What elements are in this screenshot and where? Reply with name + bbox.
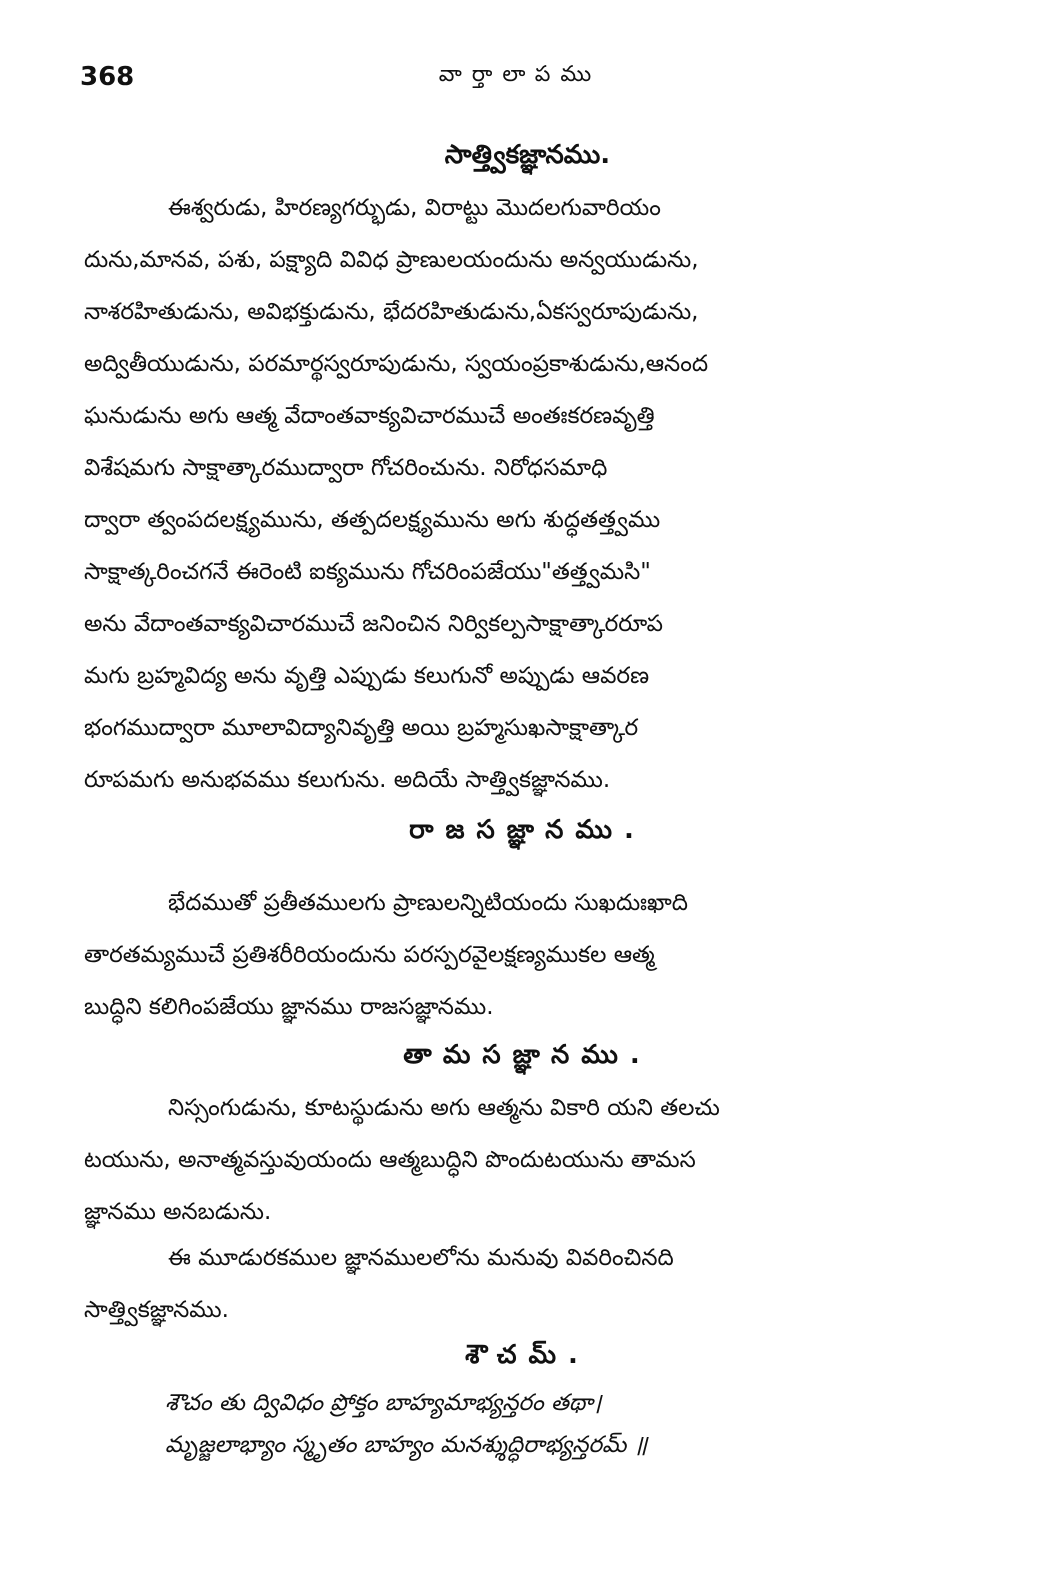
page-number: 368 <box>80 62 135 92</box>
paragraph-line: బుద్ధిని కలిగింపజేయు జ్ఞానము రాజసజ్ఞానము. <box>84 994 494 1020</box>
paragraph-line: ఈశ్వరుడు, హిరణ్యగర్భుడు, విరాట్టు మొదలగువారియం <box>168 195 661 221</box>
section-heading-tamasa: తామసజ్ఞానము. <box>403 1040 652 1070</box>
page-header <box>80 62 960 102</box>
verse-line: శౌచం తు ద్వివిధం ప్రోక్తం బాహ్యమాభ్యన్తరం తథా। <box>165 1390 602 1416</box>
paragraph-line: సాత్త్వికజ్ఞానము. <box>84 1297 229 1323</box>
section-heading-shaucham: శౌచమ్. <box>465 1340 590 1370</box>
running-title: వార్తాలాపము <box>438 62 602 87</box>
paragraph-line: రూపమగు అనుభవము కలుగును. అదియే సాత్త్వికజ్ఞానము. <box>84 767 611 793</box>
paragraph-line: భంగముద్వారా మూలావిద్యానివృత్తి అయి బ్రహ్మసుఖసాక్షాత్కార <box>84 715 639 741</box>
section-heading-rajasa: రాజసజ్ఞానము. <box>409 815 646 845</box>
section-heading-sattvika: సాత్త్వికజ్ఞానము. <box>444 140 611 170</box>
paragraph-line: విశేషమగు సాక్షాత్కారముద్వారా గోచరించును. నిరోధసమాధి <box>84 455 608 481</box>
paragraph-line: సాక్షాత్కరించగనే ఈరెంటి ఐక్యమును గోచరింపజేయు"తత్త్వమసి" <box>84 559 651 585</box>
paragraph-line: భేదముతో ప్రతీతములగు ప్రాణులన్నిటియందు సుఖదుఃఖాది <box>168 890 688 916</box>
paragraph-line: దును,మానవ, పశు, పక్ష్యాది వివిధ ప్రాణులయందును అన్వయుడును, <box>84 247 699 273</box>
paragraph-line: మగు బ్రహ్మవిద్య అను వృత్తి ఎప్పుడు కలుగునో అప్పుడు ఆవరణ <box>84 663 650 689</box>
paragraph-line: ద్వారా త్వంపదలక్ష్యమును, తత్పదలక్ష్యమును అగు శుద్ధతత్త్వము <box>84 507 661 533</box>
paragraph-line: జ్ఞానము అనబడును. <box>84 1199 272 1225</box>
paragraph-line: అను వేదాంతవాక్యవిచారముచే జనించిన నిర్వికల్పసాక్షాత్కారరూప <box>84 611 663 637</box>
paragraph-line: టయును, అనాత్మవస్తువుయందు ఆత్మబుద్ధిని పొందుటయును తామస <box>84 1147 696 1173</box>
paragraph-line: అద్వితీయుడును, పరమార్థస్వరూపుడును, స్వయంప్రకాశుడును,ఆనంద <box>84 351 709 377</box>
paragraph-line: ఘనుడును అగు ఆత్మ వేదాంతవాక్యవిచారముచే అంతఃకరణవృత్తి <box>84 403 655 429</box>
paragraph-line: ఈ మూడురకముల జ్ఞానములలోను మనువు వివరించినది <box>168 1245 674 1271</box>
verse-line: మృజ్జలాభ్యాం స్మృతం బాహ్యం మనశ్శుద్ధిరాభ్యన్తరమ్ ॥ <box>165 1432 648 1458</box>
paragraph-line: నాశరహితుడును, అవిభక్తుడును, భేదరహితుడును,ఏకస్వరూపుడును, <box>84 299 699 325</box>
paragraph-line: నిస్సంగుడును, కూటస్థుడును అగు ఆత్మను వికారి యని తలచు <box>168 1095 720 1121</box>
paragraph-line: తారతమ్యముచే ప్రతిశరీరియందును పరస్పరవైలక్షణ్యముకల ఆత్మ <box>84 942 655 968</box>
